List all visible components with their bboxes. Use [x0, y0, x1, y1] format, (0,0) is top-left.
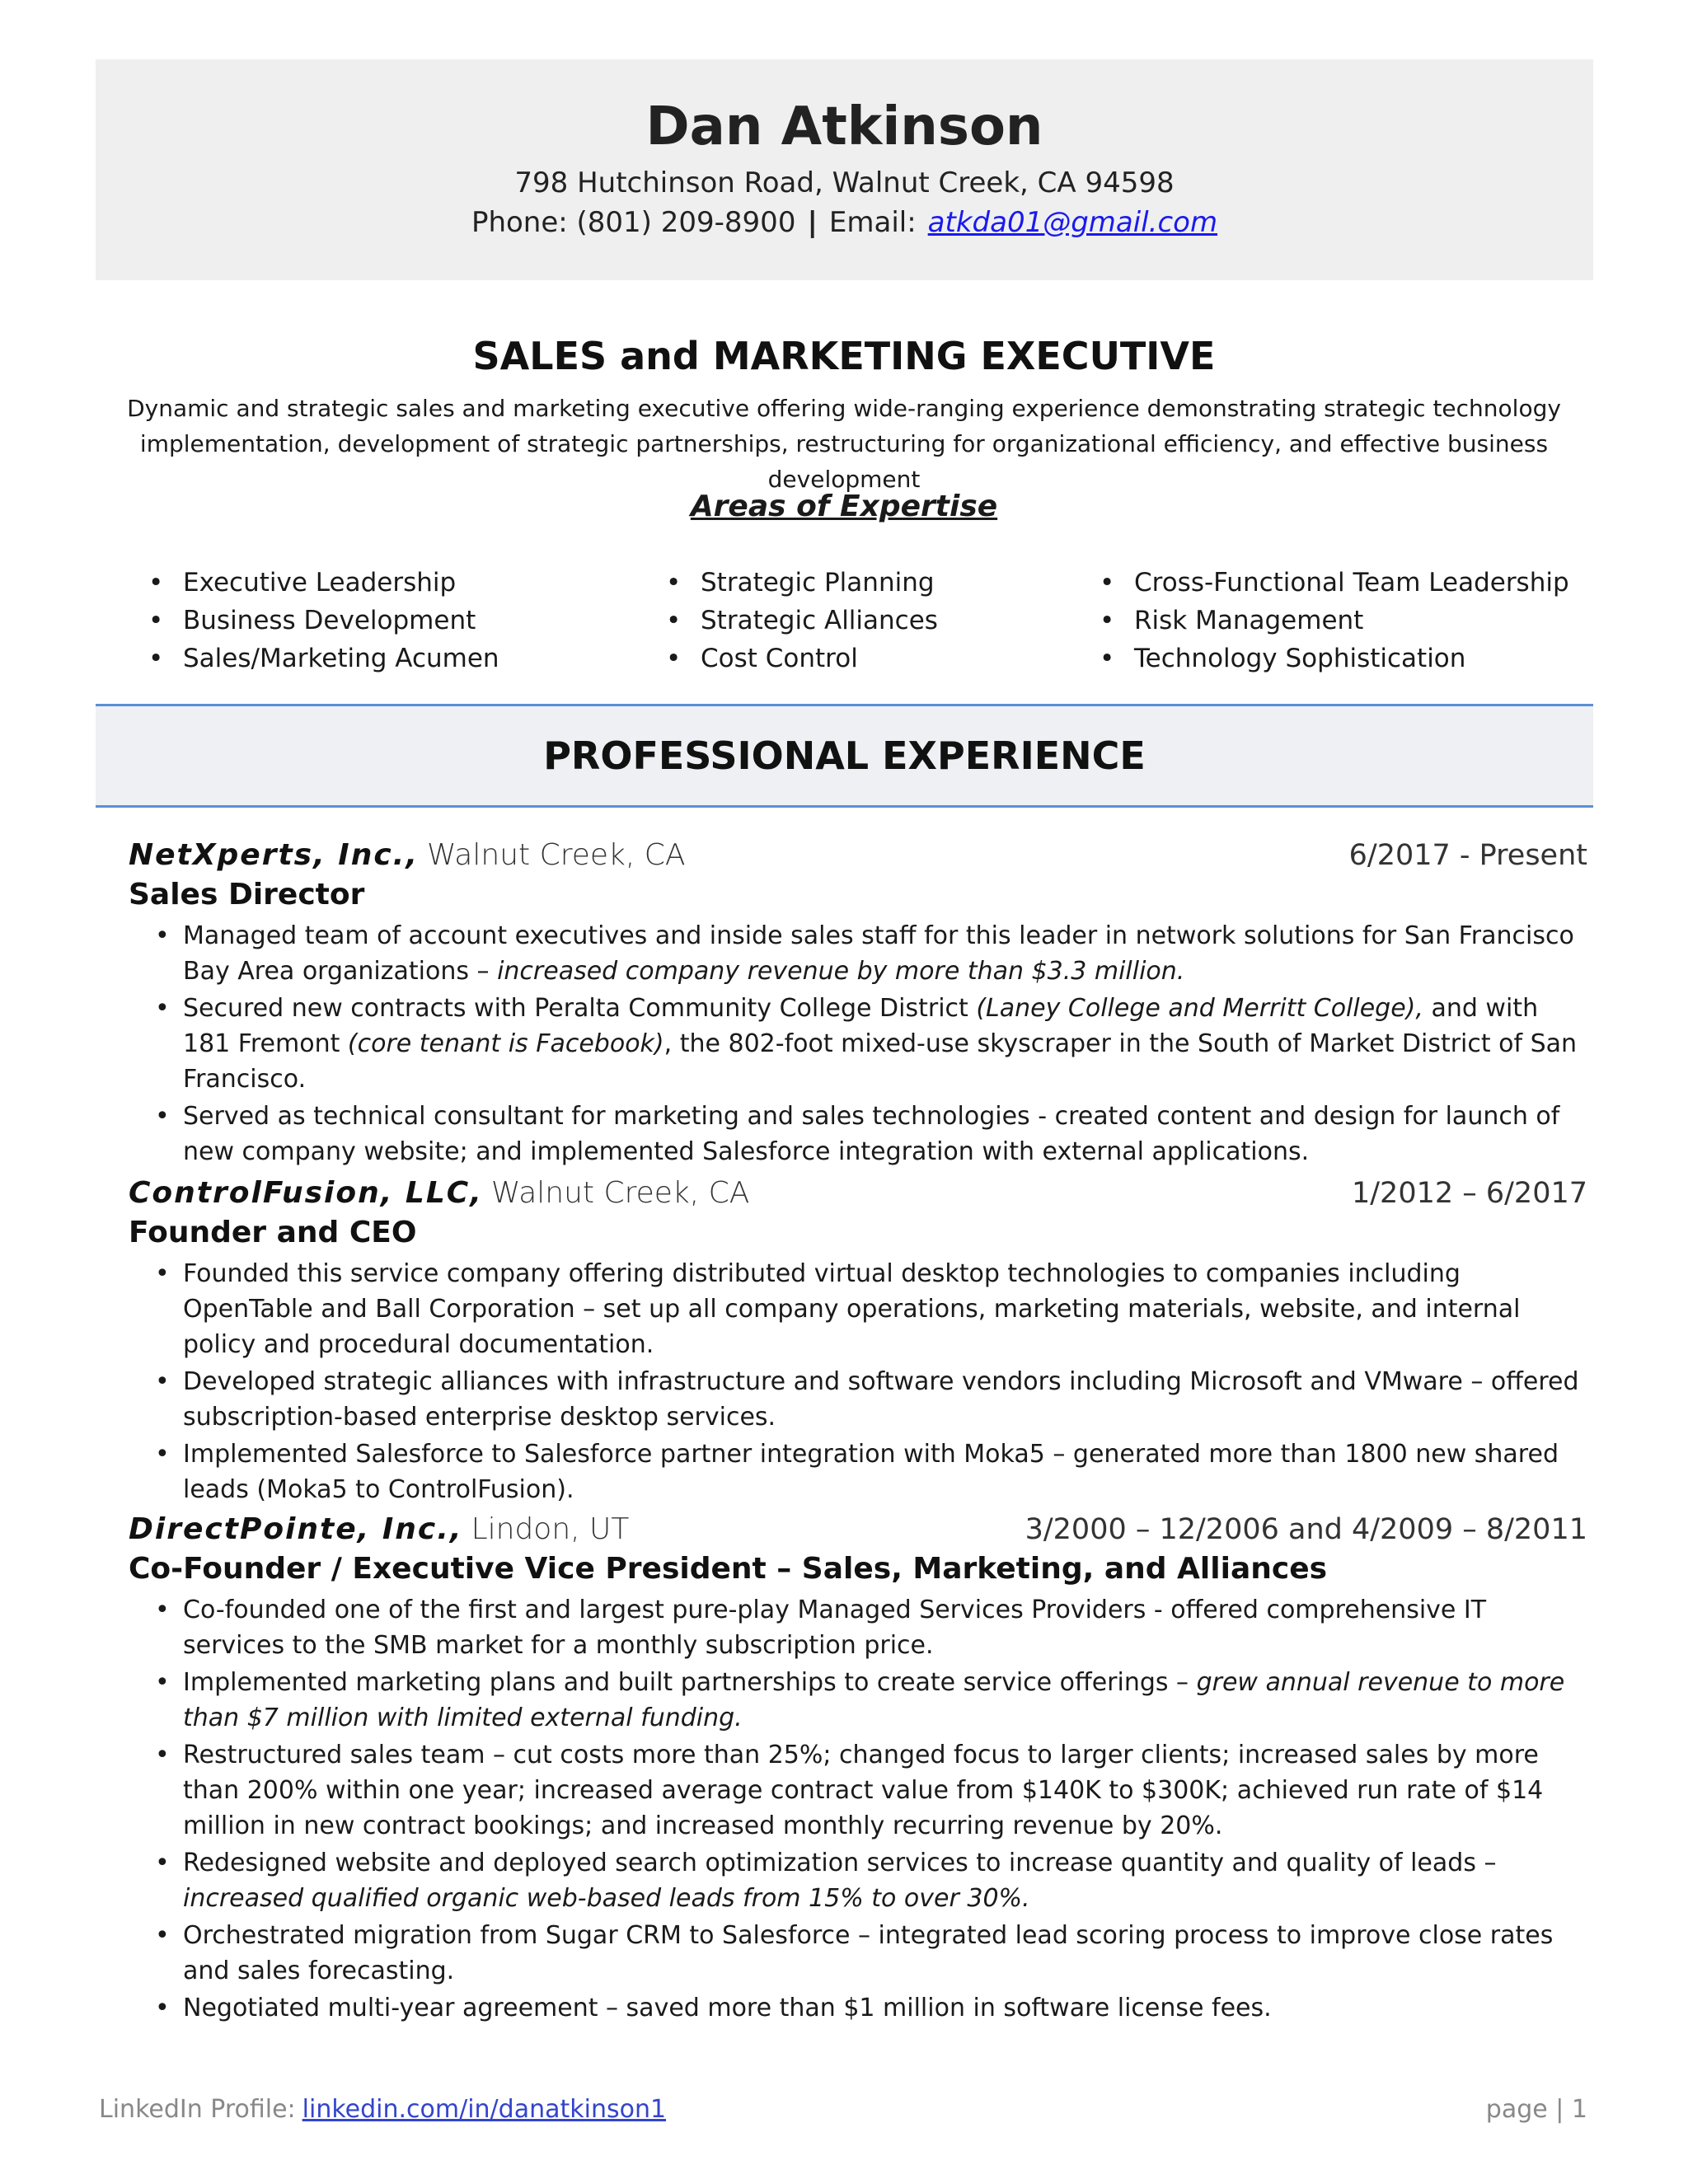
job-location: Walnut Creek, CA: [490, 1176, 750, 1210]
experience-section-band: [96, 704, 1593, 808]
bullet-item: [129, 1845, 1587, 1916]
phone: Phone: (801) 209-8900: [471, 206, 796, 239]
job-dates: 1/2012 – 6/2017: [1351, 1177, 1587, 1210]
email-label: Email:: [828, 206, 917, 239]
bullet-item: [129, 1990, 1587, 2026]
bullet-highlight: (core tenant is Facebook): [347, 1029, 664, 1058]
expertise-item: • Cross-Functional Team Leadership: [1096, 564, 1569, 602]
page-number: page | 1: [1485, 2095, 1587, 2124]
job-header: [129, 1174, 1587, 1213]
contact-line: [96, 204, 1593, 241]
job-dates: 3/2000 – 12/2006 and 4/2009 – 8/2011: [1025, 1513, 1587, 1546]
address: 798 Hutchinson Road, Walnut Creek, CA 94598: [514, 166, 1175, 199]
bullet-text: Secured new contracts with Peralta Community College District: [183, 994, 977, 1023]
bullet-text: Negotiated multi-year agreement – saved more than $1 million in software license fees.: [183, 1994, 1272, 2022]
contact-header: [96, 59, 1593, 280]
company-name: DirectPointe, Inc.,: [129, 1512, 463, 1546]
expertise-column-2: [663, 564, 938, 677]
bullet-text: Served as technical consultant for marketing and sales technologies - created content and design for launch of new company website; and implemented Salesforce integration with external applications.: [183, 1102, 1560, 1166]
bullet-item: [129, 1665, 1587, 1736]
bullet-item: [129, 1592, 1587, 1663]
bullet-text: Orchestrated migration from Sugar CRM to Salesforce – integrated lead scoring process to improve close rates and sales forecasting.: [183, 1921, 1554, 1985]
bullet-item: [129, 918, 1587, 989]
bullet-item: [129, 1436, 1587, 1507]
linkedin-link[interactable]: linkedin.com/in/danatkinson1: [302, 2095, 667, 2124]
bullet-item: [129, 1918, 1587, 1989]
job-location: Lindon, UT: [471, 1512, 630, 1546]
expertise-item: • Business Development: [145, 602, 499, 640]
company-name: NetXperts, Inc.,: [129, 838, 420, 872]
expertise-item: • Cost Control: [663, 640, 938, 677]
company-name: ControlFusion, LLC,: [129, 1176, 483, 1210]
job-role: Sales Director: [129, 878, 365, 912]
candidate-name: Dan Atkinson: [645, 96, 1043, 157]
bullet-highlight: grew annual revenue to more than $7 million with limited external funding.: [183, 1668, 1565, 1732]
bullet-text: Developed strategic alliances with infrastructure and software vendors including Microsoft and VMware – offered subscription-based enterprise desktop services.: [183, 1367, 1579, 1432]
expertise-heading: Areas of Expertise: [690, 490, 998, 523]
bullet-highlight: increased qualified organic web-based leads from 15% to over 30%.: [183, 1884, 1030, 1913]
job-entry: [129, 836, 1587, 1171]
expertise-column-3: [1096, 564, 1569, 677]
job-location: Walnut Creek, CA: [427, 838, 686, 872]
job-entry: [129, 1510, 1587, 2027]
experience-heading: PROFESSIONAL EXPERIENCE: [543, 733, 1146, 778]
bullet-item: [129, 991, 1587, 1097]
linkedin-label: LinkedIn Profile:: [99, 2095, 296, 2124]
job-role: Founder and CEO: [129, 1216, 417, 1249]
job-header: [129, 836, 1587, 875]
bullet-item: [129, 1256, 1587, 1362]
summary-text: Dynamic and strategic sales and marketing executive offering wide-ranging experience demonstrating strategic technology implementation, development of strategic partnerships, restructuring for organizational efficiency, and effective business development: [127, 395, 1561, 493]
job-entry: [129, 1174, 1587, 1509]
job-bullets: [129, 918, 1587, 1169]
bullet-text: Co-founded one of the first and largest pure-play Managed Services Providers - offered comprehensive IT services to the SMB market for a monthly subscription price.: [183, 1596, 1487, 1660]
expertise-item: • Strategic Alliances: [663, 602, 938, 640]
bullet-item: [129, 1099, 1587, 1169]
separator: |: [807, 206, 818, 239]
bullet-text: Implemented marketing plans and built partnerships to create service offerings –: [183, 1668, 1197, 1697]
bullet-text: Founded this service company offering distributed virtual desktop technologies to companies including OpenTable and Ball Corporation – set up all company operations, marketing materials, website, and internal policy and procedural documentation.: [183, 1259, 1521, 1359]
bullet-text: Implemented Salesforce to Salesforce partner integration with Moka5 – generated more than 1800 new shared leads (Moka5 to ControlFusion).: [183, 1440, 1559, 1504]
bullet-item: [129, 1737, 1587, 1844]
bullet-text: Managed team of account executives and inside sales staff for this leader in network solutions for San Francisco Bay Area organizations –: [183, 921, 1574, 986]
bullet-highlight: increased company revenue by more than $3.3 million.: [497, 957, 1185, 986]
expertise-item: • Executive Leadership: [145, 564, 499, 602]
expertise-item: • Technology Sophistication: [1096, 640, 1569, 677]
job-bullets: [129, 1256, 1587, 1507]
bullet-text: Restructured sales team – cut costs more than 25%; changed focus to larger clients; increased sales by more than 200% within one year; increased average contract value from $140K to $300K; achieved run rate of $14 million in new contract bookings; and increased monthly recurring revenue by 20%.: [183, 1741, 1544, 1840]
bullet-text: , the 802-foot mixed-use skyscraper in the South of Market District of San Francisco.: [183, 1029, 1578, 1094]
expertise-column-1: [145, 564, 499, 677]
email-link[interactable]: atkda01@gmail.com: [927, 206, 1218, 239]
bullet-text: and with 181 Fremont: [183, 994, 1539, 1058]
bullet-highlight: (Laney College and Merritt College),: [976, 994, 1423, 1023]
job-bullets: [129, 1592, 1587, 2026]
footer-linkedin: [99, 2093, 666, 2126]
expertise-item: • Sales/Marketing Acumen: [145, 640, 499, 677]
expertise-item: • Risk Management: [1096, 602, 1569, 640]
bullet-item: [129, 1364, 1587, 1435]
expertise-item: • Strategic Planning: [663, 564, 938, 602]
summary-title: SALES and MARKETING EXECUTIVE: [472, 334, 1216, 378]
bullet-text: Redesigned website and deployed search optimization services to increase quantity and quality of leads –: [183, 1849, 1497, 1877]
job-header: [129, 1510, 1587, 1549]
job-role: Co-Founder / Executive Vice President – Sales, Marketing, and Alliances: [129, 1552, 1328, 1586]
job-dates: 6/2017 - Present: [1348, 839, 1587, 872]
